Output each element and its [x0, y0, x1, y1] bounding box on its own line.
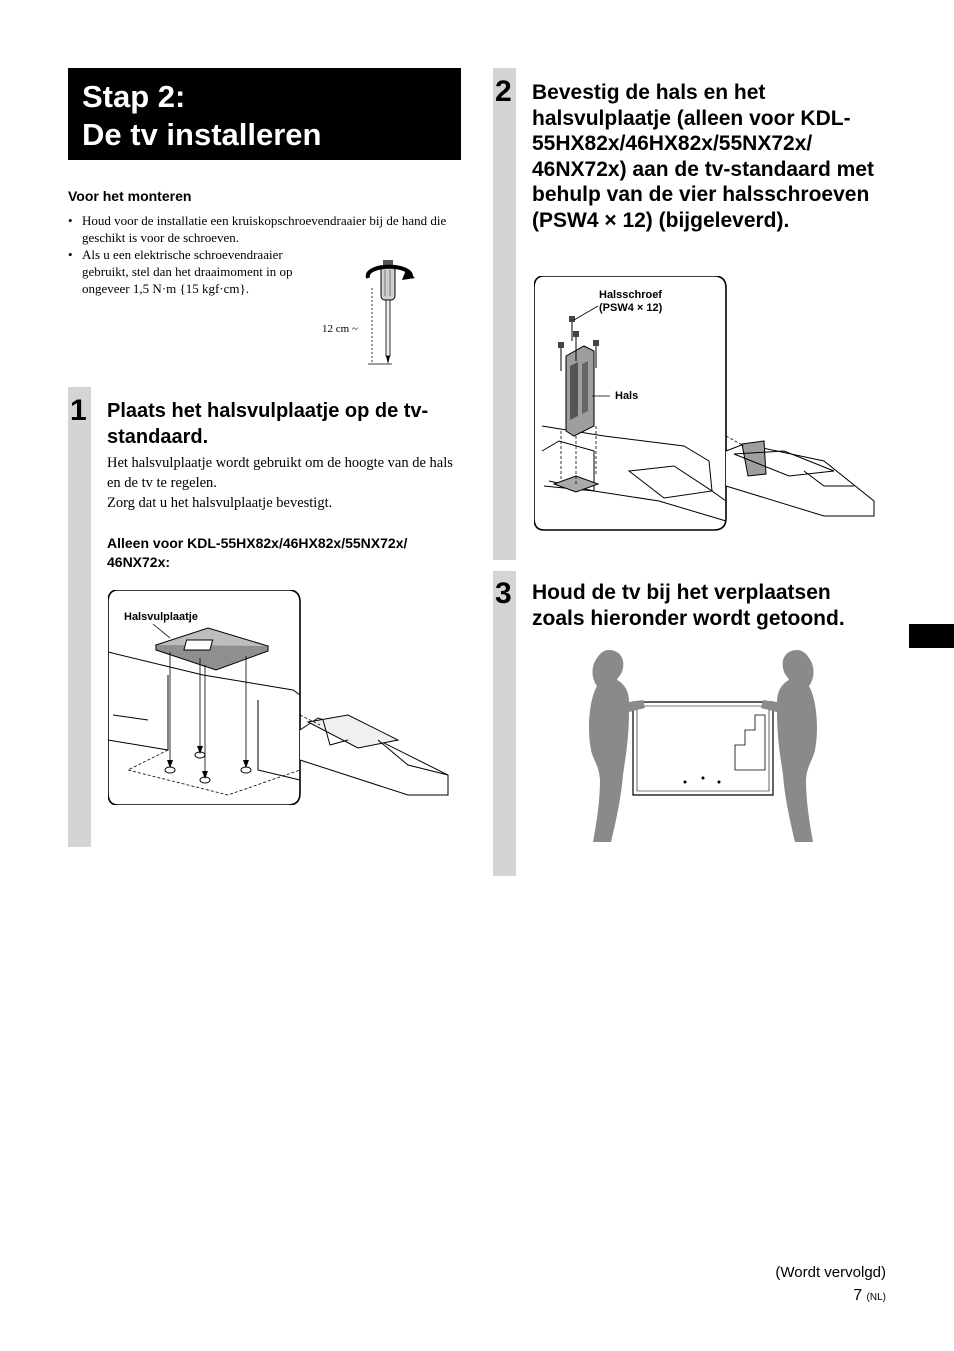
step-2-bar [493, 68, 516, 560]
step-1-subheading: Alleen voor KDL-55HX82x/46HX82x/55NX72x/ 46NX72x: [107, 535, 408, 570]
step-1-body [107, 453, 465, 513]
page-title [68, 68, 461, 160]
page-number [853, 1287, 886, 1305]
step-3-bar [493, 571, 516, 876]
step-1-body-line: Het halsvulplaatje wordt gebruikt om de hoogte van de hals en de tv te regelen. [107, 455, 453, 491]
step-3-heading: Houd de tv bij het verplaatsen zoals hieronder wordt getoond. [532, 581, 845, 630]
preparation-heading: Voor het monteren [68, 188, 192, 204]
page-number-value: 7 [853, 1287, 863, 1304]
step-1-number: 1 [70, 394, 87, 427]
step-2-heading: Bevestig de hals en het halsvulplaatje (alleen voor KDL-55HX82x/46HX82x/55NX72x/ 46NX72x) aan de tv-standaard met behulp van de vier halsschroeven (PSW4 × 12) (bijgeleverd). [532, 81, 874, 232]
step-1-bar [68, 387, 91, 847]
continued-note: (Wordt vervolgd) [775, 1264, 886, 1281]
step-3-number: 3 [495, 577, 512, 610]
neck-label: Hals [615, 390, 639, 402]
title-line-2: De tv installeren [82, 117, 322, 152]
neck-screw-illustration [534, 276, 879, 531]
page-language: (NL) [866, 1292, 886, 1303]
screwdriver-illustration [318, 248, 428, 373]
carry-tv-illustration [585, 650, 820, 845]
spacer-plate-label: Halsvulplaatje [124, 611, 198, 623]
step-1-heading: Plaats het halsvulplaatje op de tv-standaard. [107, 400, 429, 448]
section-tab-marker [909, 624, 954, 648]
preparation-bullet: • Als u een elektrische schroevendraaier gebruikt, stel dan het draaimoment in op ongeveer 1,5 N·m {15 kgf·cm}. [68, 246, 318, 297]
title-line-1: Stap 2: [82, 79, 186, 114]
screwdriver-length-label: 12 cm ~ [322, 323, 358, 335]
preparation-bullet: • Houd voor de installatie een kruiskopschroevendraaier bij de hand die geschikt is voor de schroeven. [68, 212, 463, 246]
neck-screw-label: Halsschroef (PSW4 × 12) [599, 289, 663, 314]
step-2-number: 2 [495, 75, 512, 108]
step-1-body-line: Zorg dat u het halsvulplaatje bevestigt. [107, 495, 333, 511]
